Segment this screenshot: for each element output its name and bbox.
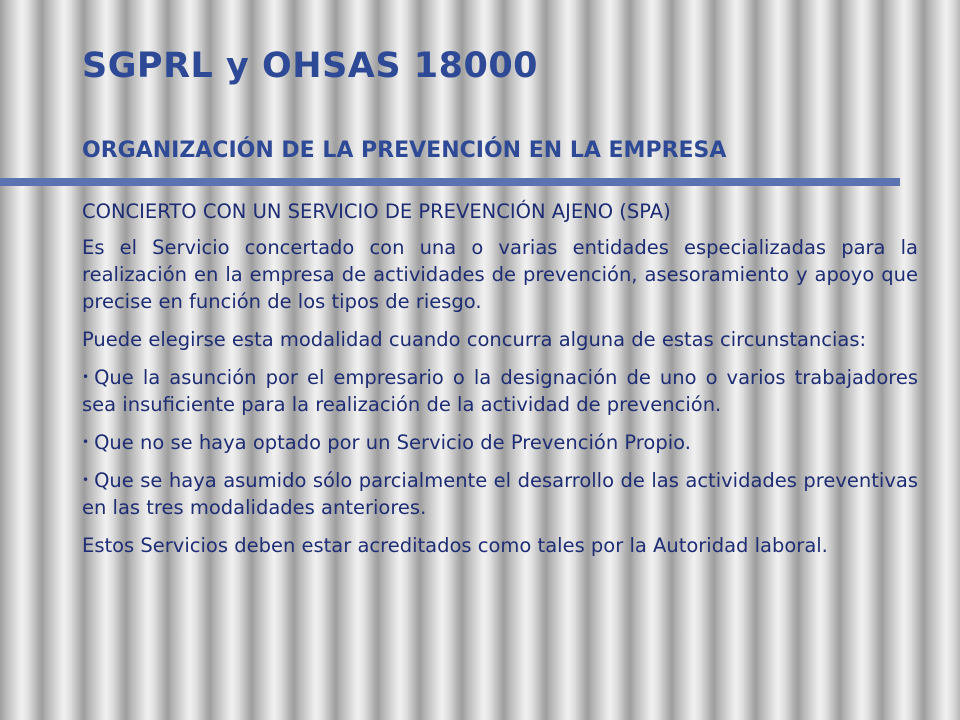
bullet-icon: • xyxy=(82,473,90,487)
bullet-icon: • xyxy=(82,435,90,449)
slide-subtitle: ORGANIZACIÓN DE LA PREVENCIÓN EN LA EMPRESA xyxy=(82,138,727,163)
bullet-text: Que no se haya optado por un Servicio de Prevención Propio. xyxy=(94,431,691,454)
slide-body xyxy=(82,198,918,570)
definition-paragraph: Es el Servicio concertado con una o varias entidades especializadas para la realización en la empresa de actividades de prevención, asesoramiento y apoyo que precise en función de los tipos de riesgo. xyxy=(82,236,918,313)
title-divider xyxy=(0,178,900,186)
bullet-item xyxy=(82,467,918,521)
bullet-item xyxy=(82,364,918,418)
bullet-icon: • xyxy=(82,370,90,384)
bullet-text: Que la asunción por el empresario o la designación de uno o varios trabajadores sea insuficiente para la realización de la actividad de prevención. xyxy=(82,366,918,416)
slide-title: SGPRL y OHSAS 18000 xyxy=(82,46,539,86)
bullet-item xyxy=(82,429,918,456)
section-heading: CONCIERTO CON UN SERVICIO DE PREVENCIÓN AJENO (SPA) xyxy=(82,200,671,223)
conditions-intro-paragraph: Puede elegirse esta modalidad cuando concurra alguna de estas circunstancias: xyxy=(82,328,867,351)
bullet-text: Que se haya asumido sólo parcialmente el desarrollo de las actividades preventivas en las tres modalidades anteriores. xyxy=(82,469,918,519)
accreditation-paragraph: Estos Servicios deben estar acreditados como tales por la Autoridad laboral. xyxy=(82,534,828,557)
